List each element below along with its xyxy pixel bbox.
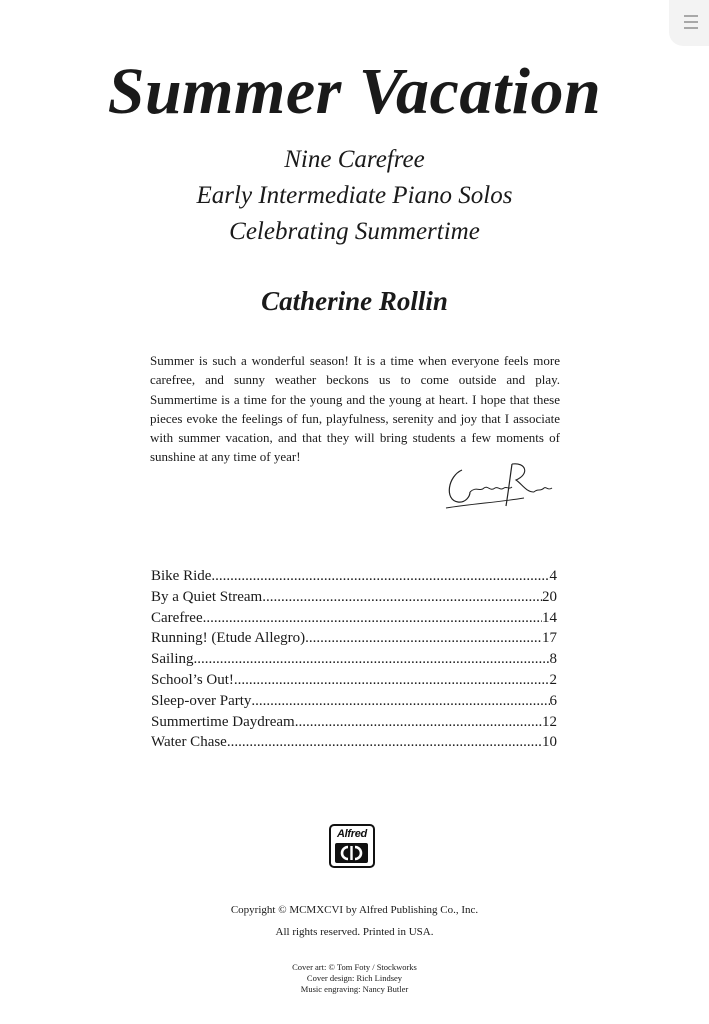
toc-title: Sailing [151, 651, 194, 668]
subtitle-line: Nine Carefree [284, 146, 425, 173]
toc-page-number: 20 [542, 588, 557, 605]
toc-title: By a Quiet Stream [151, 588, 263, 605]
rights-notice: All rights reserved. Printed in USA. [275, 926, 434, 938]
subtitle-line: Celebrating Summertime [229, 218, 480, 245]
toc-title: Carefree [151, 609, 203, 626]
toc-page-number: 10 [542, 734, 557, 751]
toc-entry[interactable] [151, 732, 557, 753]
credit-line: Cover design: Rich Lindsey [306, 973, 403, 983]
alfred-logo [329, 824, 375, 868]
toc-title: Bike Ride [151, 568, 212, 584]
author-signature [440, 458, 560, 518]
toc-title: Sleep-over Party [151, 692, 252, 709]
toc-page-number: 2 [549, 671, 557, 688]
toc-page-number: 4 [549, 568, 557, 584]
toc-title: Running! (Etude Allegro) [151, 630, 306, 647]
toc-page-number: 12 [542, 713, 557, 730]
toc-leader-dots [194, 649, 550, 670]
book-title: Summer Vacation [107, 55, 602, 128]
toc-leader-dots [262, 587, 542, 608]
toc-leader-dots [203, 608, 542, 629]
table-of-contents [151, 566, 557, 753]
toc-page-number: 8 [549, 651, 557, 668]
toc-page-number: 17 [542, 630, 557, 647]
toc-entry[interactable] [151, 712, 557, 733]
toc-page-number: 14 [542, 609, 557, 626]
credits [0, 962, 709, 995]
toc-leader-dots [234, 670, 550, 691]
logo-wordmark: Alfred [337, 828, 367, 840]
subtitle-line: Early Intermediate Piano Solos [196, 182, 513, 209]
credit-line: Cover art: © Tom Foty / Stockworks [292, 962, 417, 972]
toc-leader-dots [295, 712, 542, 733]
logo-symbol-icon [335, 843, 368, 863]
toc-entry[interactable] [151, 566, 557, 587]
toc-leader-dots [211, 566, 549, 587]
toc-entry[interactable] [151, 691, 557, 712]
toc-title: Summertime Daydream [151, 713, 295, 730]
copyright-notice: Copyright © MCMXCVI by Alfred Publishing Co., Inc. [230, 904, 479, 916]
toc-page-number: 6 [549, 692, 557, 709]
toc-title: Water Chase [151, 734, 227, 751]
toc-title: School’s Out! [151, 671, 234, 688]
toc-entry[interactable] [151, 649, 557, 670]
menu-icon[interactable] [669, 0, 709, 46]
intro-paragraph: Summer is such a wonderful season! It is a time when everyone feels more carefree, and sunny weather beckons us to come outside and play. Summertime is a time for the young and the young at heart. I hope that these pieces evoke the feelings of fun, playfulness, serenity and joy that I associate with summer vacation, and that they will bring students a few moments of sunshine at any time of year! [150, 353, 560, 465]
toc-entry[interactable] [151, 670, 557, 691]
toc-leader-dots [251, 691, 549, 712]
author-name: Catherine Rollin [261, 286, 448, 316]
credit-line: Music engraving: Nancy Butler [300, 984, 409, 994]
toc-leader-dots [227, 732, 542, 753]
toc-entry[interactable] [151, 608, 557, 629]
toc-entry[interactable] [151, 587, 557, 608]
toc-entry[interactable] [151, 628, 557, 649]
toc-leader-dots [305, 628, 542, 649]
